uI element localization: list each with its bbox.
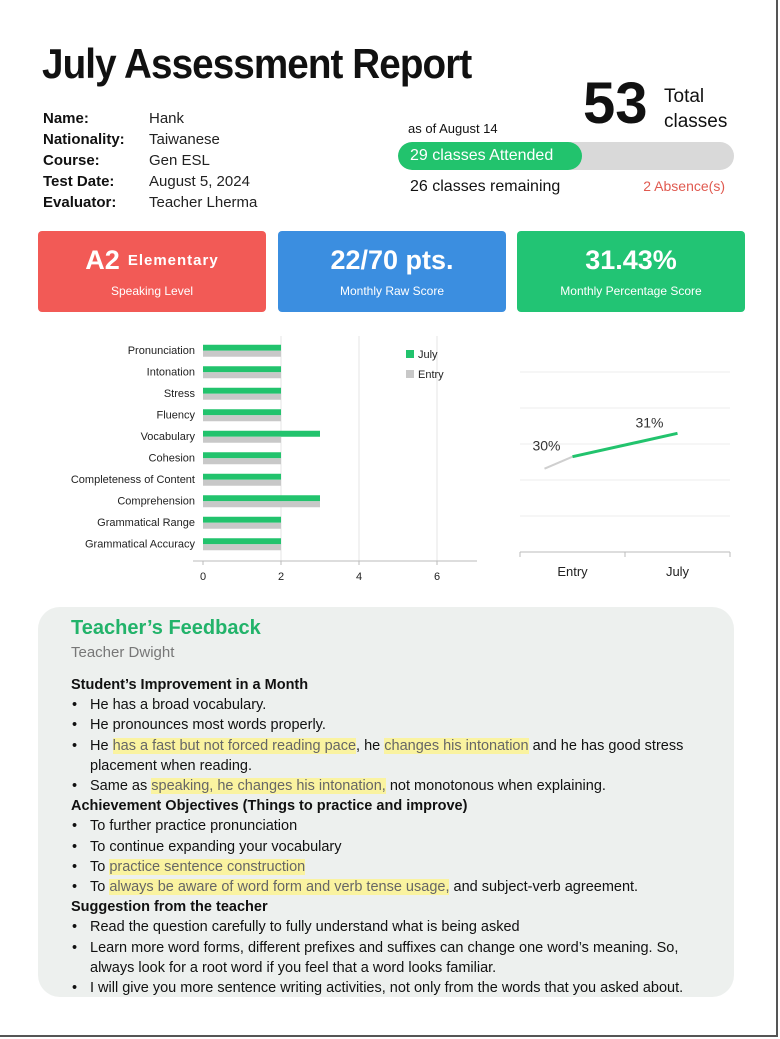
info-label: Test Date: — [43, 173, 115, 190]
suggestion-list — [71, 917, 711, 998]
info-row-course — [43, 150, 257, 171]
raw-score-label: Monthly Raw Score — [339, 284, 445, 298]
bar-july — [203, 345, 281, 351]
bar-entry — [203, 501, 320, 507]
list-item: • I will give you more sentence writing activities, not only from the words that you asked about. — [71, 978, 711, 998]
category-label: Completeness of Content — [70, 473, 195, 486]
classes-remaining: 26 classes remaining — [410, 178, 561, 195]
level-code: A2 — [85, 245, 120, 275]
list-item — [71, 736, 711, 776]
list-item: • He has a broad vocabulary. — [71, 695, 711, 715]
absence-count: 2 Absence(s) — [643, 178, 725, 194]
info-row-name — [43, 108, 257, 129]
percentage-score-label: Monthly Percentage Score — [560, 284, 702, 298]
x-tick-label: 0 — [199, 571, 207, 583]
text-segment: To — [90, 858, 110, 875]
highlighted-text: speaking, he changes his intonation, — [151, 778, 386, 795]
bar-entry — [203, 480, 281, 486]
attendance-progress-fill — [398, 142, 582, 170]
bar-july — [203, 431, 320, 437]
category-label: Stress — [163, 387, 195, 400]
feedback-teacher: Teacher Dwight — [71, 644, 175, 661]
info-label: Evaluator: — [43, 194, 117, 211]
category-label: Fluency — [156, 409, 195, 422]
x-tick-label: July — [665, 564, 690, 579]
info-row-evaluator — [43, 192, 257, 213]
bar-entry — [203, 394, 281, 400]
bar-entry — [203, 458, 281, 464]
raw-score-value: 22/70 pts. — [330, 245, 454, 275]
info-label: Course: — [43, 152, 100, 169]
legend-label-entry: Entry — [418, 369, 444, 381]
attended-text: 29 classes Attended — [410, 147, 554, 164]
category-label: Grammatical Range — [97, 516, 195, 529]
text-segment: and he has good stress placement when reading. — [90, 737, 684, 774]
bar-entry — [203, 523, 281, 529]
bar-entry — [203, 437, 281, 443]
list-item: • To continue expanding your vocabulary — [71, 837, 711, 857]
percentage-score-card — [517, 231, 745, 312]
info-value: August 5, 2024 — [149, 173, 250, 190]
level-name: Elementary — [127, 252, 219, 269]
bar-july — [203, 517, 281, 523]
info-label: Name: — [43, 110, 89, 127]
total-classes-label — [664, 84, 727, 134]
total-label-line1: Total — [664, 86, 705, 107]
bar-july — [203, 495, 320, 501]
feedback-title: Teacher’s Feedback — [71, 617, 261, 639]
text-segment: not monotonous when explaining. — [385, 778, 606, 795]
category-label: Intonation — [146, 366, 195, 379]
info-label: Nationality: — [43, 131, 125, 148]
percentage-score-value: 31.43% — [585, 245, 677, 275]
legend-swatch-july — [406, 350, 414, 358]
bar-july — [203, 474, 281, 480]
info-row-test-date — [43, 171, 257, 192]
info-row-nationality — [43, 129, 257, 150]
objectives-list — [71, 816, 711, 897]
list-item — [71, 857, 711, 877]
level-label: Speaking Level — [110, 284, 194, 298]
x-tick-label: Entry — [557, 564, 588, 579]
total-classes-number: 53 — [583, 71, 648, 136]
report-title: July Assessment Report — [42, 40, 472, 87]
teacher-feedback-panel — [38, 607, 734, 997]
category-label: Vocabulary — [140, 430, 195, 443]
category-label: Grammatical Accuracy — [84, 538, 195, 551]
list-item — [71, 776, 711, 796]
bar-entry — [203, 372, 281, 378]
highlighted-text: always be aware of word form and verb tense usage, — [109, 879, 450, 896]
legend-label-july: July — [418, 349, 438, 361]
highlighted-text: has a fast but not forced reading pace — [112, 737, 357, 754]
text-segment: and subject-verb agreement. — [449, 879, 639, 896]
info-value: Hank — [149, 110, 185, 127]
bar-july — [203, 452, 281, 458]
info-value: Taiwanese — [149, 131, 220, 148]
highlighted-text: practice sentence construction — [109, 858, 306, 875]
list-item: • Read the question carefully to fully understand what is being asked — [71, 917, 711, 937]
list-item: • Learn more word forms, different prefixes and suffixes can change one word’s meaning. So, always look for a root word if you feel that a word looks familiar. — [71, 938, 711, 978]
speaking-level-card — [38, 231, 266, 312]
category-label: Pronunciation — [127, 344, 195, 357]
score-line-chart — [510, 330, 760, 600]
text-segment: Same as — [90, 778, 152, 795]
category-label: Comprehension — [117, 495, 195, 508]
as-of-date: as of August 14 — [408, 121, 498, 136]
total-label-line2: classes — [664, 111, 728, 132]
bar-july — [203, 366, 281, 372]
bar-entry — [203, 544, 281, 550]
text-segment: To — [90, 879, 110, 896]
x-tick-label: 6 — [433, 571, 441, 583]
info-value: Gen ESL — [149, 152, 210, 169]
text-segment: , he — [356, 737, 385, 754]
data-label: 31% — [635, 414, 664, 431]
objectives-heading: Achievement Objectives (Things to practice and improve) — [71, 798, 468, 815]
student-info — [43, 108, 257, 213]
series-lead-line — [545, 457, 573, 469]
info-value: Teacher Lherma — [149, 194, 258, 211]
category-label: Cohesion — [148, 452, 195, 465]
list-item — [71, 877, 711, 897]
feedback-body — [71, 675, 711, 998]
attendance-progress-bar — [398, 142, 734, 170]
data-label: 30% — [532, 437, 561, 454]
skills-bar-chart — [0, 330, 500, 600]
bar-entry — [203, 351, 281, 357]
raw-score-card — [278, 231, 506, 312]
x-tick-label: 2 — [277, 571, 285, 583]
series-line — [573, 433, 678, 456]
list-item: • He pronounces most words properly. — [71, 715, 711, 735]
highlighted-text: changes his intonation — [384, 737, 529, 754]
bar-july — [203, 409, 281, 415]
bar-july — [203, 388, 281, 394]
list-item: • To further practice pronunciation — [71, 816, 711, 836]
bar-entry — [203, 415, 281, 421]
improvement-list — [71, 695, 711, 796]
bar-july — [203, 538, 281, 544]
improvement-heading: Student’s Improvement in a Month — [71, 677, 309, 693]
legend-swatch-entry — [406, 370, 414, 378]
level-value — [38, 245, 266, 276]
x-tick-label: 4 — [355, 571, 363, 583]
suggestion-heading: Suggestion from the teacher — [71, 899, 268, 916]
text-segment: He — [90, 737, 113, 754]
